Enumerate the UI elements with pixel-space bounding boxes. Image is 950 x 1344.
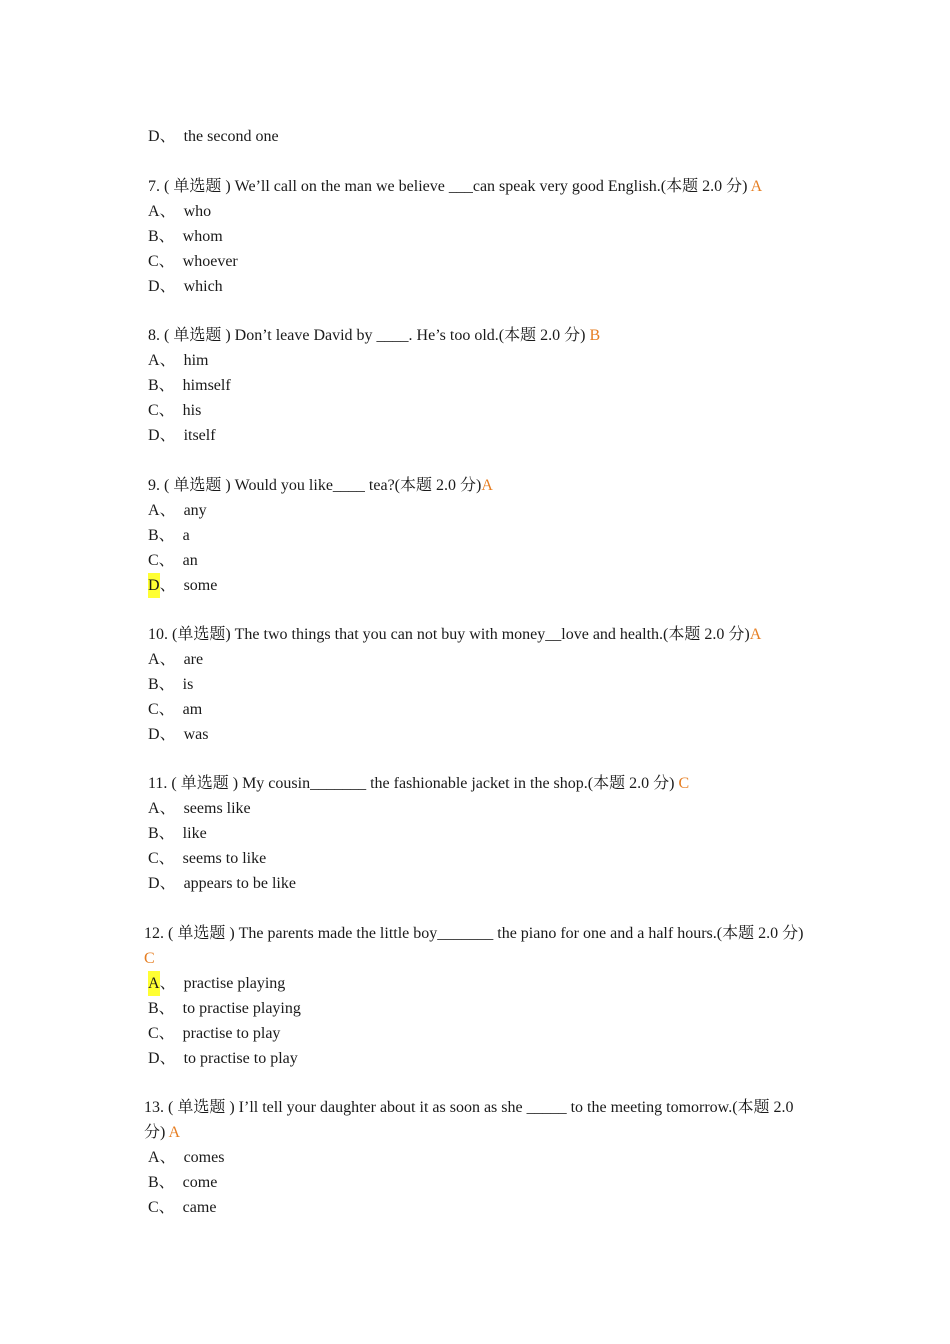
option-text: am [182,701,203,718]
option-letter: D [148,726,160,743]
option-text: whoever [182,253,238,270]
option-item [148,996,818,1021]
option-item [148,647,818,672]
option-separator: 、 [158,850,175,867]
option-letter: C [148,552,159,569]
question-stem [148,174,818,199]
option-separator: 、 [159,875,176,892]
option-separator: 、 [159,1149,176,1166]
option-item [148,398,818,423]
option-letter: C [148,402,159,419]
option-item [148,796,818,821]
question-text: 12. ( 单选题 ) The parents made the little boy_______ the piano for one and a half hours.(本题 2.0 分) [144,925,804,942]
option-item [148,573,818,598]
option-letter-highlighted: A [148,971,160,996]
question-stem [148,771,818,796]
option-text: who [183,203,212,220]
option-item [148,1145,818,1170]
option-text: seems to like [182,850,267,867]
option-letter: D [148,875,160,892]
option-text: himself [182,377,231,394]
option-text: him [183,352,209,369]
option-text: was [183,726,209,743]
option-item [148,523,818,548]
question-text: 10. (单选题) The two things that you can not buy with money__love and health.(本题 2.0 分) [148,626,750,643]
option-item [148,1170,818,1195]
option-item [148,1021,818,1046]
option-text: seems like [183,800,251,817]
option-item [148,697,818,722]
option-letter: C [148,1025,159,1042]
option-text: some [183,577,218,594]
answer-key: A [749,626,762,643]
option-letter: B [148,1174,159,1191]
option-text: an [182,552,198,569]
option-item [148,871,818,896]
option-letter-highlighted: D [148,573,160,598]
option-letter: C [148,701,159,718]
option-separator: 、 [158,527,175,544]
option-text: itself [183,427,216,444]
option-separator: 、 [158,1025,175,1042]
answer-key: B [589,327,601,344]
option-text: which [183,278,223,295]
option-letter: C [148,1199,159,1216]
option-item [148,373,818,398]
option-letter: B [148,377,159,394]
option-item [148,274,818,299]
option-letter: D [148,1050,160,1067]
option-separator: 、 [159,726,176,743]
option-text: practise playing [183,975,286,992]
option-separator: 、 [159,800,176,817]
option-separator: 、 [158,253,175,270]
option-letter: D [148,128,160,145]
option-item [148,722,818,747]
option-separator: 、 [159,651,176,668]
option-item [148,821,818,846]
question-text: 11. ( 单选题 ) My cousin_______ the fashionable jacket in the shop.(本题 2.0 分) [148,775,679,792]
option-text: the second one [183,128,279,145]
option-letter: A [148,1149,160,1166]
option-letter: D [148,278,160,295]
question-stem [144,921,808,971]
answer-key: C [678,775,690,792]
question-stem [148,323,818,348]
option-letter: A [148,502,160,519]
option-separator: 、 [159,203,176,220]
option-letter: A [148,800,160,817]
option-item [148,249,818,274]
question-text: 8. ( 单选题 ) Don’t leave David by ____. He’s too old.(本题 2.0 分) [148,327,590,344]
option-letter: B [148,676,159,693]
option-text: to practise to play [183,1050,298,1067]
question-stem [148,622,818,647]
option-text: a [182,527,190,544]
option-separator: 、 [158,676,175,693]
option-text: practise to play [182,1025,281,1042]
option-letter: A [148,352,160,369]
option-separator: 、 [158,228,175,245]
option-text: to practise playing [182,1000,301,1017]
option-item [148,124,818,149]
question-stem [144,1095,808,1145]
option-text: are [183,651,204,668]
option-letter: B [148,527,159,544]
option-separator: 、 [159,427,176,444]
option-separator: 、 [158,825,175,842]
option-letter: C [148,850,159,867]
option-separator: 、 [159,577,176,594]
option-item [148,224,818,249]
option-text: like [182,825,207,842]
option-item [148,1046,818,1071]
option-separator: 、 [159,975,176,992]
answer-key: C [144,950,155,967]
question-text: 13. ( 单选题 ) I’ll tell your daughter about it as soon as she _____ to the meeting tomorrow.(本题 2.0 分) [144,1099,794,1141]
answer-key: A [750,178,763,195]
option-letter: C [148,253,159,270]
option-item [148,348,818,373]
option-text: whom [182,228,223,245]
question-text: 9. ( 单选题 ) Would you like____ tea?(本题 2.0 分) [148,477,482,494]
option-text: appears to be like [183,875,296,892]
option-item [148,498,818,523]
option-text: comes [183,1149,225,1166]
question-stem [148,473,818,498]
option-separator: 、 [159,352,176,369]
option-separator: 、 [158,402,175,419]
option-letter: B [148,228,159,245]
option-letter: B [148,825,159,842]
option-item [148,971,818,996]
option-separator: 、 [159,278,176,295]
question-text: 7. ( 单选题 ) We’ll call on the man we believe ___can speak very good English.(本题 2.0 分) [148,178,751,195]
option-text: come [182,1174,218,1191]
option-letter: D [148,427,160,444]
option-letter: A [148,651,160,668]
option-separator: 、 [158,1199,175,1216]
option-letter: A [148,203,160,220]
option-text: his [182,402,202,419]
option-letter: B [148,1000,159,1017]
option-item [148,846,818,871]
option-separator: 、 [159,1050,176,1067]
option-separator: 、 [158,701,175,718]
option-separator: 、 [158,1174,175,1191]
option-separator: 、 [158,1000,175,1017]
option-text: is [182,676,194,693]
option-text: any [183,502,207,519]
option-item [148,423,818,448]
option-separator: 、 [158,377,175,394]
option-text: came [182,1199,217,1216]
option-item [148,548,818,573]
option-item [148,672,818,697]
option-separator: 、 [159,502,176,519]
answer-key: A [168,1124,181,1141]
option-separator: 、 [159,128,176,145]
option-item [148,1195,818,1220]
answer-key: A [481,477,493,494]
option-separator: 、 [158,552,175,569]
option-item [148,199,818,224]
